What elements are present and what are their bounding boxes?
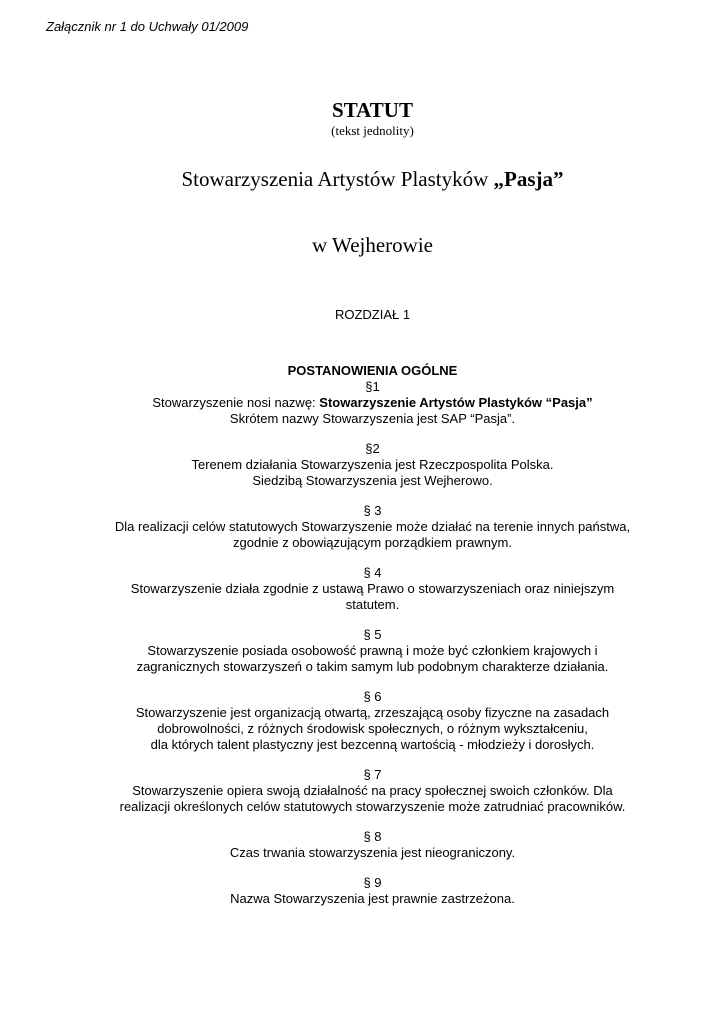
attachment-note: Załącznik nr 1 do Uchwały 01/2009 xyxy=(46,19,249,34)
paragraph-line: Stowarzyszenie działa zgodnie z ustawą Prawo o stowarzyszeniach oraz niniejszym xyxy=(130,581,615,596)
organization-city: w Wejherowie xyxy=(312,233,433,257)
paragraph-line xyxy=(0,395,725,411)
paragraph-line: Nazwa Stowarzyszenia jest prawnie zastrzeżona. xyxy=(230,891,515,906)
paragraph-mark: § 8 xyxy=(363,829,382,844)
paragraph-line: zgodnie z obowiązującym porządkiem prawnym. xyxy=(233,535,512,550)
paragraph-mark: §1 xyxy=(365,379,380,394)
paragraph-line: Czas trwania stowarzyszenia jest nieograniczony. xyxy=(229,845,516,860)
document-subtitle: (tekst jednolity) xyxy=(331,123,414,138)
paragraph-line: dobrowolności, z różnych środowisk społecznych, o różnym wykształceniu, xyxy=(157,721,588,736)
paragraph-line: Dla realizacji celów statutowych Stowarzyszenie może działać na terenie innych państwa, xyxy=(114,519,631,534)
paragraph-mark: § 9 xyxy=(363,875,382,890)
paragraph-mark: §2 xyxy=(365,441,380,456)
line-bold-text: Stowarzyszenie Artystów Plastyków “Pasja” xyxy=(319,395,593,410)
paragraph-mark: § 4 xyxy=(363,565,382,580)
paragraph-line: dla których talent plastyczny jest bezcenną wartością - młodzieży i dorosłych. xyxy=(150,737,595,752)
paragraph-mark: § 7 xyxy=(363,767,382,782)
organization-name xyxy=(0,166,725,192)
document-body xyxy=(0,363,725,907)
chapter-heading: ROZDZIAŁ 1 xyxy=(334,307,411,322)
paragraph-line: Stowarzyszenie opiera swoją działalność na pracy społecznej swoich członków. Dla xyxy=(132,783,613,798)
paragraph-line: Stowarzyszenie jest organizacją otwartą, zrzeszającą osoby fizyczne na zasadach xyxy=(135,705,610,720)
paragraph-line: Siedzibą Stowarzyszenia jest Wejherowo. xyxy=(252,473,493,488)
paragraph-line: Terenem działania Stowarzyszenia jest Rzeczpospolita Polska. xyxy=(191,457,554,472)
section-heading: POSTANOWIENIA OGÓLNE xyxy=(287,363,458,378)
document-title: STATUT xyxy=(332,98,413,122)
paragraph-mark: § 5 xyxy=(363,627,382,642)
paragraph-line: realizacji określonych celów statutowych stowarzyszenie może zatrudniać pracowników. xyxy=(119,799,626,814)
organization-name-prefix: Stowarzyszenia Artystów Plastyków xyxy=(181,167,489,191)
paragraph-mark: § 6 xyxy=(363,689,382,704)
organization-name-quoted: „Pasja” xyxy=(493,167,564,191)
paragraph-mark: § 3 xyxy=(363,503,382,518)
paragraph-line: Skrótem nazwy Stowarzyszenia jest SAP “Pasja”. xyxy=(229,411,516,426)
paragraph-line: Stowarzyszenie posiada osobowość prawną i może być członkiem krajowych i xyxy=(147,643,598,658)
line-text: Stowarzyszenie nosi nazwę: xyxy=(152,395,320,410)
paragraph-line: statutem. xyxy=(345,597,400,612)
paragraph-line: zagranicznych stowarzyszeń o takim samym lub podobnym charakterze działania. xyxy=(136,659,609,674)
